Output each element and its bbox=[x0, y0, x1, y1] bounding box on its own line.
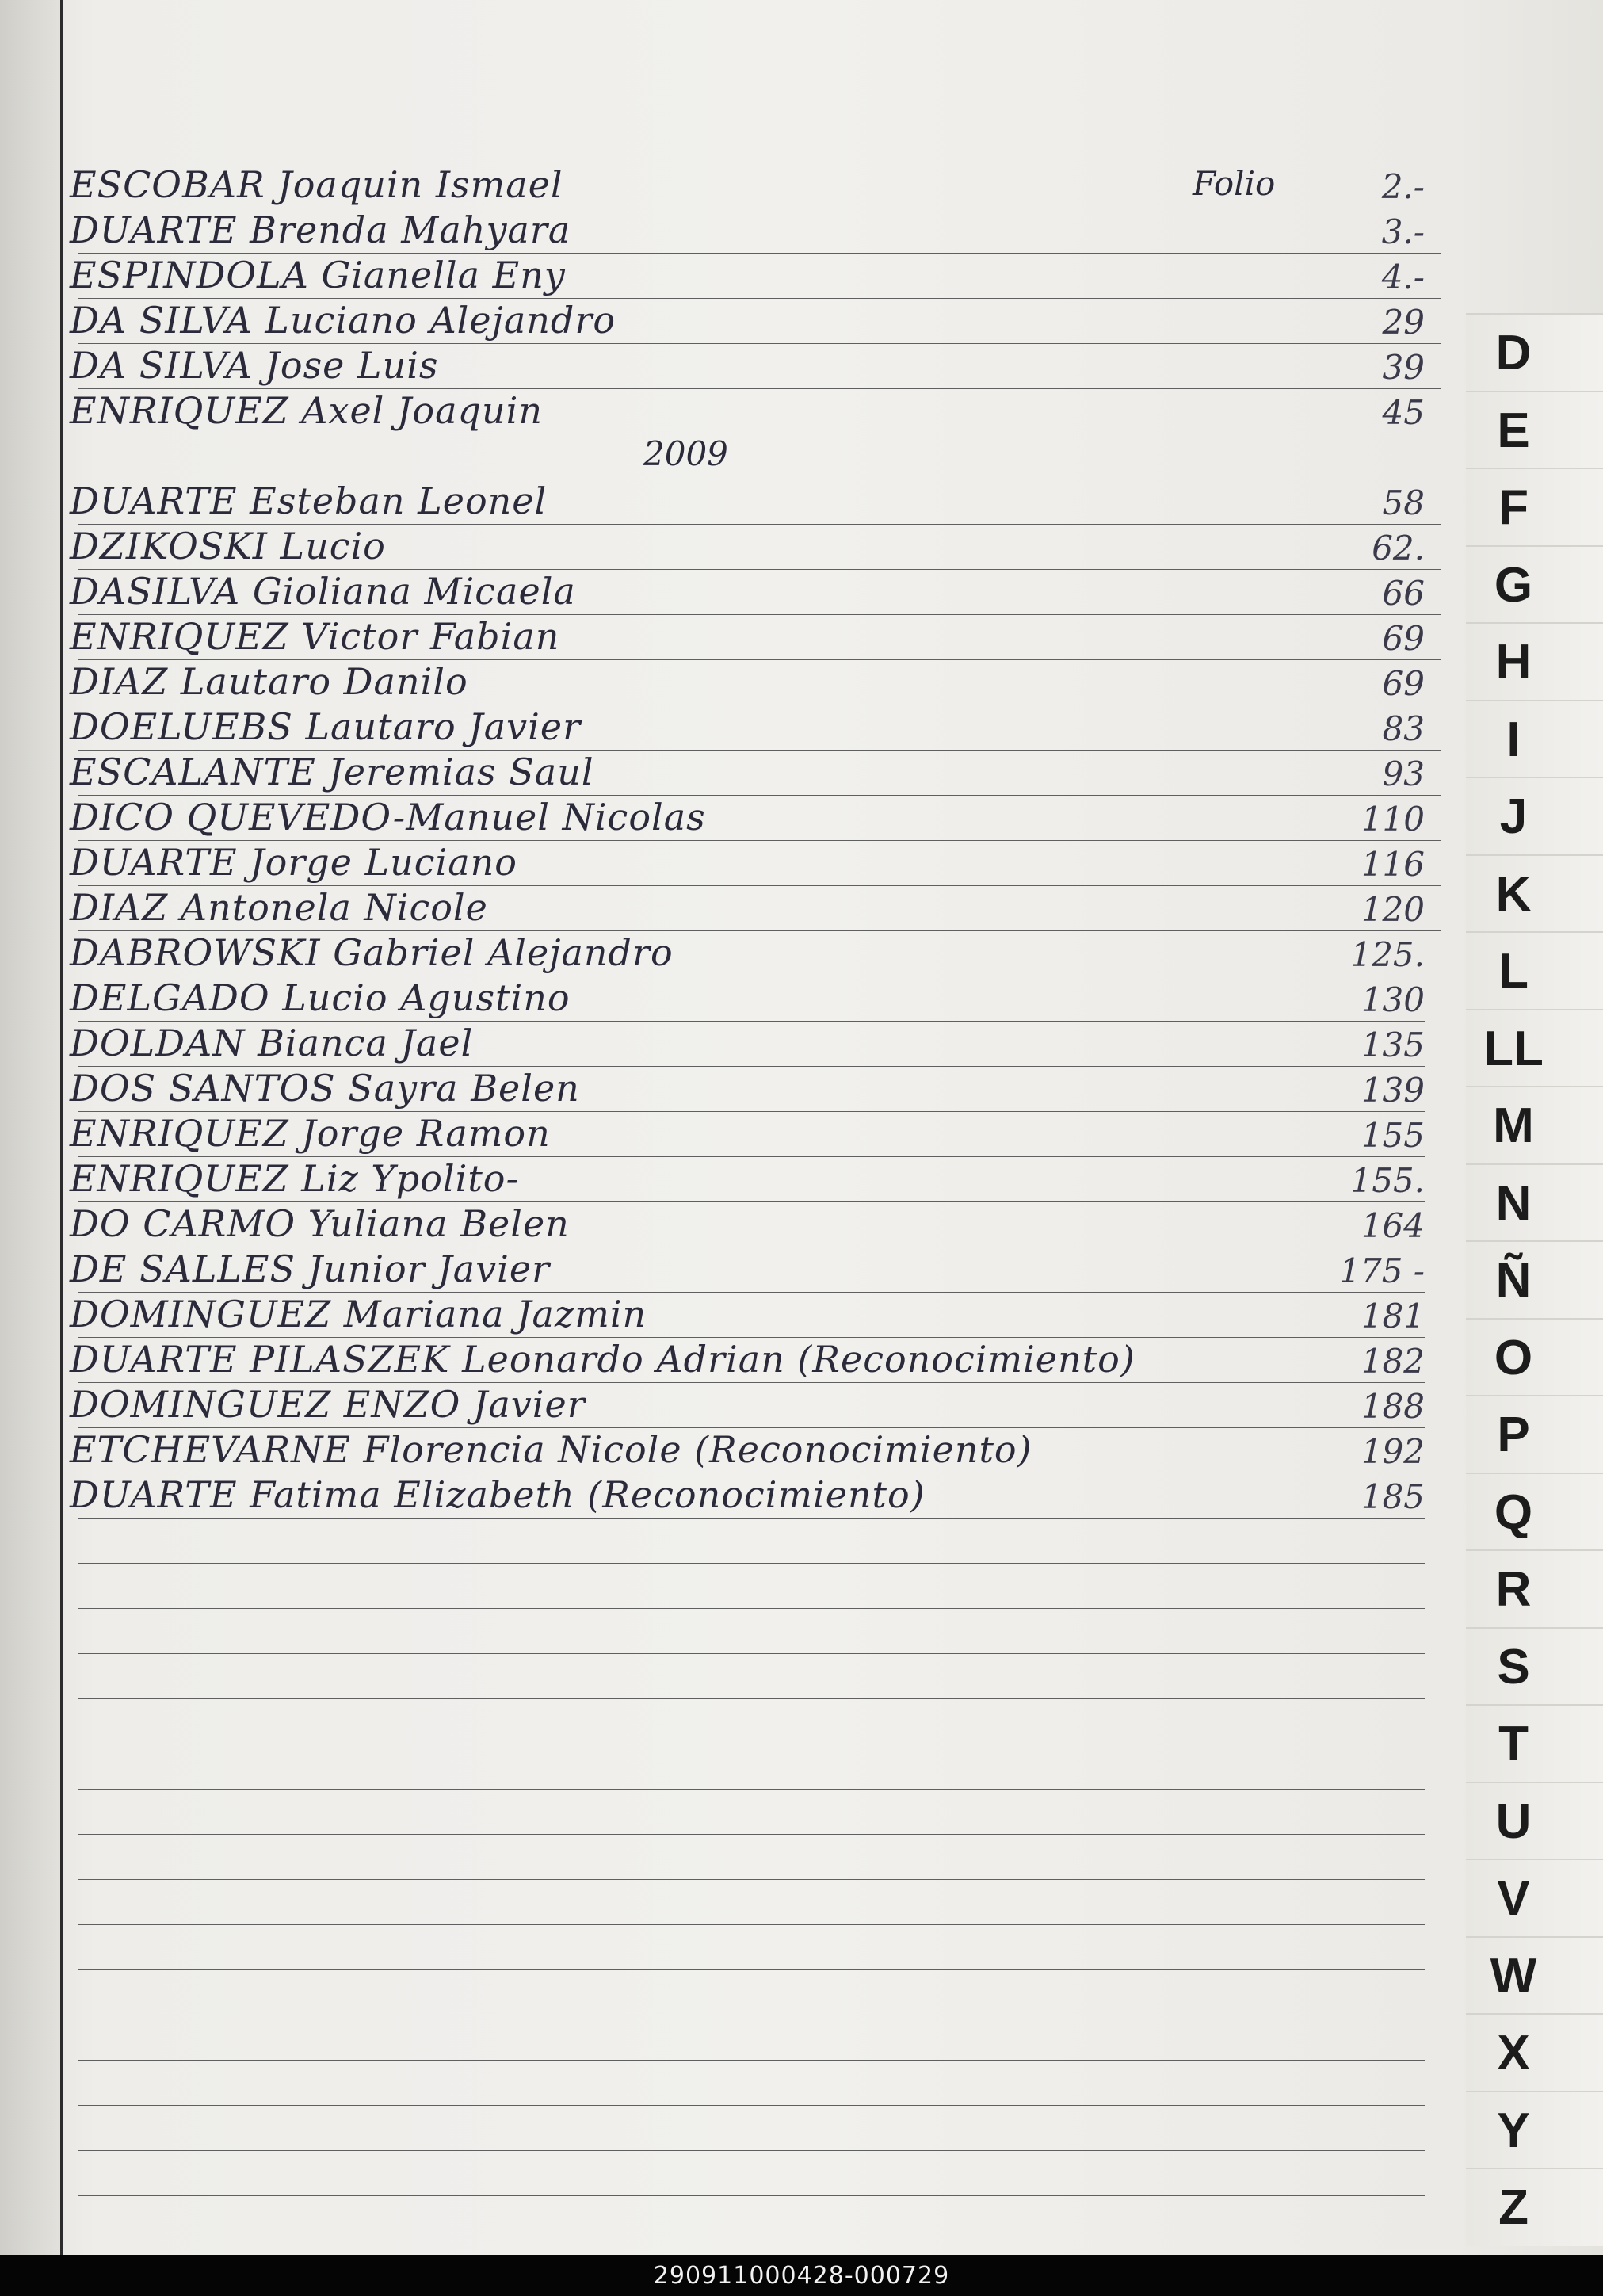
entry-folio: 164 bbox=[1361, 1206, 1425, 1245]
entry-name: ESCALANTE Jeremias Saul bbox=[70, 751, 594, 793]
entry-name: DOS SANTOS Sayra Belen bbox=[70, 1067, 580, 1110]
ledger-entry bbox=[70, 1202, 1456, 1248]
entry-name: DIAZ Lautaro Danilo bbox=[70, 660, 468, 703]
entry-name: DUARTE Fatima Elizabeth (Reconocimiento) bbox=[70, 1473, 926, 1516]
entry-folio: 125. bbox=[1350, 935, 1425, 974]
entry-name: ENRIQUEZ Liz Ypolito- bbox=[70, 1157, 520, 1200]
ledger-entry bbox=[70, 525, 1456, 571]
index-tab[interactable] bbox=[1466, 854, 1603, 933]
entry-name: DUARTE PILASZEK Leonardo Adrian (Reconocimiento) bbox=[70, 1338, 1135, 1381]
entry-folio: 69 bbox=[1382, 664, 1425, 703]
index-tab[interactable] bbox=[1466, 468, 1603, 546]
entry-name: ENRIQUEZ Axel Joaquin bbox=[70, 389, 543, 432]
entry-folio: 130 bbox=[1361, 980, 1425, 1019]
ledger-entry bbox=[70, 841, 1456, 887]
ledger-entry bbox=[70, 1067, 1456, 1113]
ledger-entry bbox=[70, 886, 1456, 932]
entry-folio: 62. bbox=[1372, 529, 1425, 567]
index-tab[interactable] bbox=[1466, 2013, 1603, 2092]
ledger-entry bbox=[70, 299, 1456, 345]
index-tab-letter: U bbox=[1495, 1794, 1532, 1849]
ledger-entry bbox=[70, 796, 1456, 842]
index-tab[interactable] bbox=[1466, 1318, 1603, 1396]
index-tab[interactable] bbox=[1466, 700, 1603, 778]
index-tab[interactable] bbox=[1466, 1704, 1603, 1782]
entry-name: ESCOBAR Joaquin Ismael bbox=[70, 163, 563, 206]
document-id: 290911000428-000729 bbox=[653, 2261, 950, 2290]
entry-folio: 185 bbox=[1361, 1477, 1425, 1516]
entry-name: DOMINGUEZ ENZO Javier bbox=[70, 1383, 586, 1426]
entry-folio: 45 bbox=[1382, 393, 1425, 432]
index-tab-letter: E bbox=[1497, 403, 1530, 458]
entry-name: DO CARMO Yuliana Belen bbox=[70, 1202, 570, 1245]
entry-folio: 110 bbox=[1361, 800, 1425, 839]
index-tab[interactable] bbox=[1466, 313, 1603, 392]
index-tab-letter: L bbox=[1498, 944, 1529, 999]
scan-footer bbox=[0, 2255, 1603, 2296]
index-tab-letter: N bbox=[1495, 1175, 1532, 1231]
entry-name: DICO QUEVEDO-Manuel Nicolas bbox=[70, 796, 706, 839]
index-tab[interactable] bbox=[1466, 2168, 1603, 2246]
index-tab-letter: Q bbox=[1494, 1484, 1533, 1540]
ledger-entry bbox=[70, 1247, 1456, 1293]
entry-name: DOLDAN Bianca Jael bbox=[70, 1022, 474, 1064]
index-tab[interactable] bbox=[1466, 545, 1603, 624]
index-tab[interactable] bbox=[1466, 1473, 1603, 1551]
ledger-entry bbox=[70, 570, 1456, 616]
ledger-entry bbox=[70, 660, 1456, 706]
entry-name: DIAZ Antonela Nicole bbox=[70, 886, 488, 929]
entry-name: DOELUEBS Lautaro Javier bbox=[70, 705, 582, 748]
ledger-entry bbox=[70, 344, 1456, 390]
entry-name: DABROWSKI Gabriel Alejandro bbox=[70, 931, 674, 974]
ledger-entry bbox=[70, 1383, 1456, 1429]
entry-folio: 83 bbox=[1382, 709, 1425, 748]
index-tab[interactable] bbox=[1466, 1009, 1603, 1087]
index-tab[interactable] bbox=[1466, 391, 1603, 469]
index-tab-letter: R bbox=[1495, 1562, 1532, 1617]
entry-name: ENRIQUEZ Jorge Ramon bbox=[70, 1112, 551, 1155]
entry-folio: 135 bbox=[1361, 1026, 1425, 1064]
entry-folio: 120 bbox=[1361, 890, 1425, 929]
entry-name: DUARTE Esteban Leonel bbox=[70, 479, 548, 522]
entry-name: DOMINGUEZ Mariana Jazmin bbox=[70, 1293, 647, 1335]
index-tab[interactable] bbox=[1466, 1627, 1603, 1706]
index-tab[interactable] bbox=[1466, 1240, 1603, 1319]
entry-name: DA SILVA Jose Luis bbox=[70, 344, 439, 387]
year-note: 2009 bbox=[643, 434, 728, 473]
index-tab-letter: M bbox=[1493, 1098, 1534, 1153]
index-tab-letter: LL bbox=[1483, 1021, 1544, 1076]
entry-folio: 29 bbox=[1382, 303, 1425, 342]
index-tab-letter: Ñ bbox=[1495, 1253, 1532, 1308]
ledger-entry bbox=[70, 208, 1456, 254]
entry-folio: 3.- bbox=[1381, 212, 1425, 251]
ledger-entry bbox=[70, 1428, 1456, 1474]
ledger-entry bbox=[70, 254, 1456, 300]
entry-folio: 66 bbox=[1382, 574, 1425, 613]
index-tab-letter: X bbox=[1497, 2026, 1530, 2080]
ledger-entry bbox=[70, 615, 1456, 661]
index-tab-letter: I bbox=[1506, 712, 1521, 767]
ledger-entry bbox=[70, 705, 1456, 751]
ledger-entry bbox=[70, 751, 1456, 797]
entry-name: DZIKOSKI Lucio bbox=[70, 525, 386, 567]
entry-folio: 116 bbox=[1361, 845, 1425, 884]
entry-folio: 139 bbox=[1361, 1071, 1425, 1110]
index-tab-letter: O bbox=[1494, 1330, 1533, 1385]
index-tab-letter: Z bbox=[1498, 2180, 1529, 2235]
index-tab[interactable] bbox=[1466, 2091, 1603, 2169]
index-tab-letter: V bbox=[1497, 1871, 1530, 1926]
ledger-entry bbox=[70, 1338, 1456, 1384]
entry-name: ESPINDOLA Gianella Eny bbox=[70, 254, 566, 296]
index-tab[interactable] bbox=[1466, 1163, 1603, 1242]
entry-name: ENRIQUEZ Victor Fabian bbox=[70, 615, 560, 658]
index-tab-letter: K bbox=[1495, 866, 1532, 922]
index-tab[interactable] bbox=[1466, 777, 1603, 855]
ledger-entry bbox=[70, 976, 1456, 1022]
entry-folio: 192 bbox=[1361, 1432, 1425, 1471]
index-tab[interactable] bbox=[1466, 931, 1603, 1010]
index-tab[interactable] bbox=[1466, 622, 1603, 701]
entry-folio: 188 bbox=[1361, 1387, 1425, 1426]
entry-folio: 2.- bbox=[1381, 167, 1425, 206]
folio-column-label: Folio bbox=[1193, 164, 1276, 203]
entry-name: ETCHEVARNE Florencia Nicole (Reconocimiento) bbox=[70, 1428, 1032, 1471]
entry-folio: 182 bbox=[1361, 1342, 1425, 1381]
index-tab[interactable] bbox=[1466, 1859, 1603, 1937]
index-tab-letter: S bbox=[1497, 1639, 1530, 1694]
ledger-entry bbox=[70, 389, 1456, 435]
index-tab-letter: J bbox=[1499, 789, 1528, 844]
index-tab-letter: Y bbox=[1497, 2103, 1530, 2158]
index-tab-letter: D bbox=[1495, 326, 1532, 380]
index-tab[interactable] bbox=[1466, 1395, 1603, 1473]
index-tab[interactable] bbox=[1466, 1549, 1603, 1628]
index-tab[interactable] bbox=[1466, 1086, 1603, 1164]
entry-name: DELGADO Lucio Agustino bbox=[70, 976, 571, 1019]
ledger-entry bbox=[70, 479, 1456, 525]
entry-name: DE SALLES Junior Javier bbox=[70, 1247, 551, 1290]
entry-folio: 93 bbox=[1382, 755, 1425, 793]
index-tab-letter: G bbox=[1494, 557, 1533, 613]
entry-name: DUARTE Jorge Luciano bbox=[70, 841, 517, 884]
ledger-entry bbox=[70, 1157, 1456, 1203]
entry-folio: 155. bbox=[1350, 1161, 1425, 1200]
alphabet-index-tabs bbox=[1466, 313, 1603, 2239]
index-tab-letter: P bbox=[1497, 1408, 1530, 1462]
ledger-entry bbox=[70, 1473, 1456, 1519]
index-tab[interactable] bbox=[1466, 1782, 1603, 1860]
ledger-entry bbox=[70, 1022, 1456, 1068]
entry-folio: 155 bbox=[1361, 1116, 1425, 1155]
entry-folio: 39 bbox=[1382, 348, 1425, 387]
entry-folio: 181 bbox=[1361, 1297, 1425, 1335]
entry-name: DASILVA Gioliana Micaela bbox=[70, 570, 576, 613]
entry-folio: 175 - bbox=[1339, 1251, 1425, 1290]
index-tab-letter: W bbox=[1490, 1948, 1537, 2004]
index-tab[interactable] bbox=[1466, 1936, 1603, 2015]
ledger-entry bbox=[70, 1293, 1456, 1339]
entry-folio: 58 bbox=[1382, 483, 1425, 522]
ledger-entry bbox=[70, 931, 1456, 977]
entry-name: DUARTE Brenda Mahyara bbox=[70, 208, 571, 251]
entry-folio: 69 bbox=[1382, 619, 1425, 658]
entry-name: DA SILVA Luciano Alejandro bbox=[70, 299, 616, 342]
entry-folio: 4.- bbox=[1381, 258, 1425, 296]
index-tab-letter: F bbox=[1498, 480, 1529, 535]
index-tab-letter: H bbox=[1495, 635, 1532, 690]
index-tab-letter: T bbox=[1498, 1717, 1529, 1771]
ledger-entry bbox=[70, 1112, 1456, 1158]
ledger-entry bbox=[70, 163, 1456, 209]
